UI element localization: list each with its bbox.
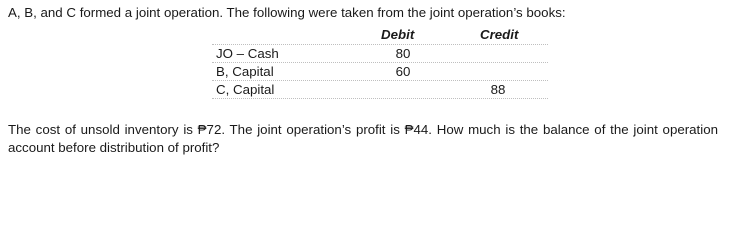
ledger-row-b-capital — [212, 63, 548, 81]
ledger-row-c-capital — [212, 81, 548, 99]
credit-amount: 88 — [490, 82, 506, 97]
account-name: JO – Cash — [216, 46, 279, 61]
credit-column-header: Credit — [480, 27, 519, 42]
question-text: The cost of unsold inventory is ₱72. The joint operation’s profit is ₱44. How much is the balance of the joint operation account before distribution of profit? — [8, 122, 718, 155]
account-name: B, Capital — [216, 64, 274, 79]
account-name: C, Capital — [216, 82, 275, 97]
debit-column-header: Debit — [381, 27, 415, 42]
debit-amount: 80 — [395, 46, 411, 61]
problem-intro: A, B, and C formed a joint operation. The following were taken from the joint operation’s books: — [8, 5, 566, 20]
ledger-table — [212, 44, 548, 99]
ledger-row-jo-cash — [212, 44, 548, 63]
debit-amount: 60 — [395, 64, 411, 79]
